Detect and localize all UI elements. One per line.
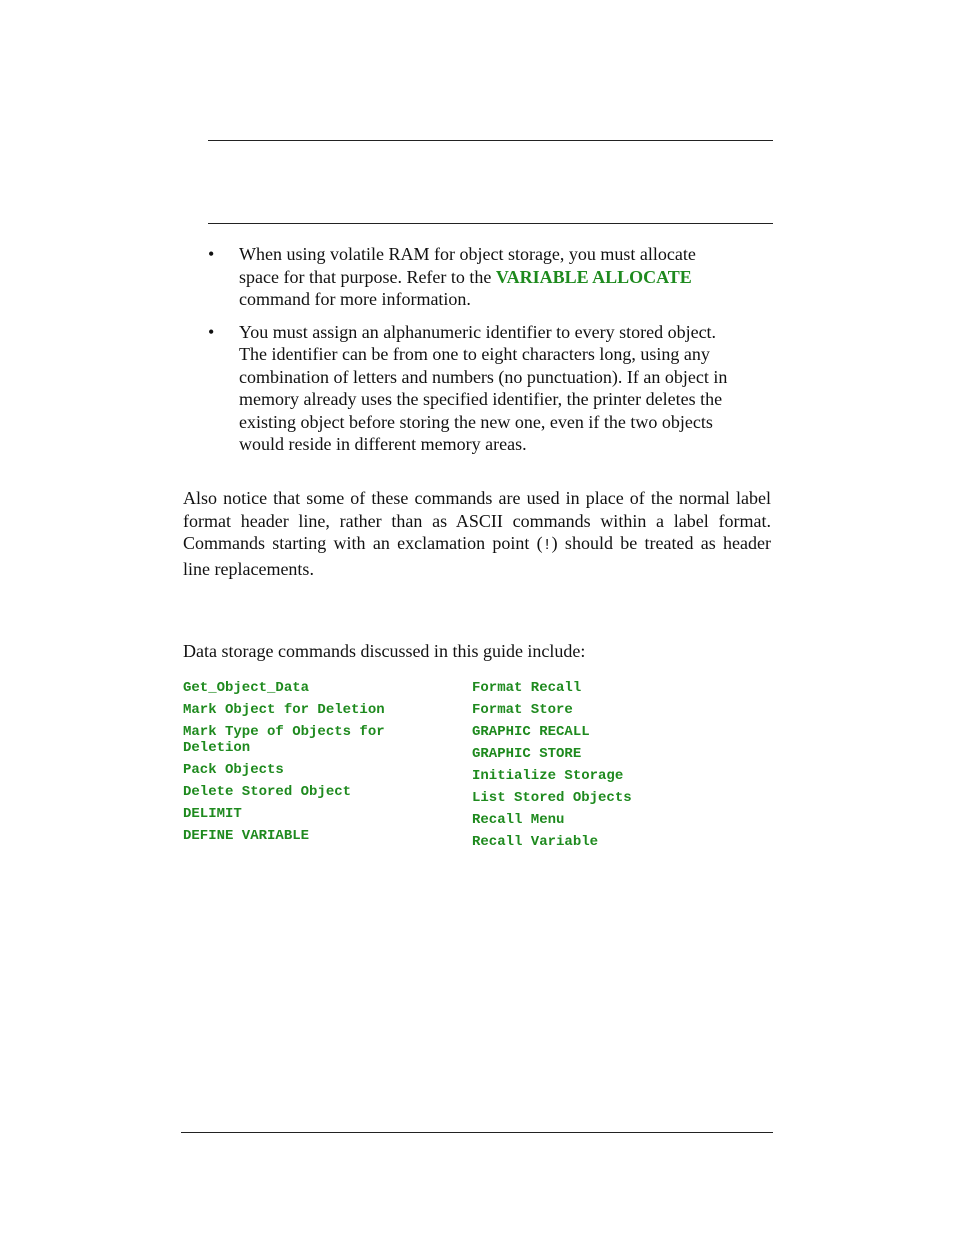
command-link-mark-type-of-objects[interactable]: Mark Type of Objects for Deletion	[183, 724, 385, 756]
command-link-list-stored-objects[interactable]: List Stored Objects	[472, 790, 632, 806]
bullet-item-volatile-ram	[208, 243, 738, 311]
bullet-dot-icon: •	[208, 244, 215, 264]
bullet-text: You must assign an alphanumeric identifier to every stored object. The identifier can be from one to eight characters long, using any combination of letters and numbers (no punctuation). If an object in memory already uses the specified identifier, the printer deletes the existing object before storing the new one, even if the two objects would reside in different memory areas.	[239, 321, 728, 454]
bullet-dot-icon: •	[208, 321, 215, 342]
bottom-rule	[181, 1132, 773, 1133]
command-link-recall-menu[interactable]: Recall Menu	[472, 812, 565, 828]
command-link-define-variable[interactable]: DEFINE VARIABLE	[183, 828, 310, 844]
commands-left-column	[183, 680, 453, 850]
top-rule-lower	[208, 223, 773, 224]
notice-paragraph	[183, 487, 771, 580]
command-link-delete-stored-object[interactable]: Delete Stored Object	[183, 784, 352, 800]
command-link-pack-objects[interactable]: Pack Objects	[183, 762, 284, 778]
bullet-text: When using volatile RAM for object storage, you must allocate space for that purpose. Refer to the	[239, 244, 696, 287]
bullet-item-identifier	[208, 321, 738, 456]
command-link-mark-object-for-deletion[interactable]: Mark Object for Deletion	[183, 702, 385, 718]
exclamation-symbol: !	[542, 537, 552, 554]
bullet-text-end: command for more information.	[239, 289, 471, 309]
command-link-delimit[interactable]: DELIMIT	[183, 806, 242, 822]
intro-paragraph: Data storage commands discussed in this guide include:	[183, 641, 586, 661]
command-link-format-recall[interactable]: Format Recall	[472, 680, 582, 696]
top-rule	[208, 140, 773, 141]
command-link-graphic-store[interactable]: GRAPHIC STORE	[472, 746, 582, 762]
notice-text: Also notice that some of these commands are used in place of the normal label format header line, rather than as ASCII commands within a label format. Commands starting with an exclamation point (	[183, 488, 771, 553]
variable-allocate-link[interactable]: VARIABLE ALLOCATE	[495, 266, 692, 287]
commands-right-column	[472, 680, 742, 856]
notice-text-end: ) should be treated as header line replacements.	[183, 533, 771, 579]
command-link-graphic-recall[interactable]: GRAPHIC RECALL	[472, 724, 590, 740]
command-link-recall-variable[interactable]: Recall Variable	[472, 834, 599, 850]
bullet-list	[208, 243, 738, 466]
command-link-get-object-data[interactable]: Get_Object_Data	[183, 680, 310, 696]
command-link-format-store[interactable]: Format Store	[472, 702, 573, 718]
command-link-initialize-storage[interactable]: Initialize Storage	[472, 768, 624, 784]
